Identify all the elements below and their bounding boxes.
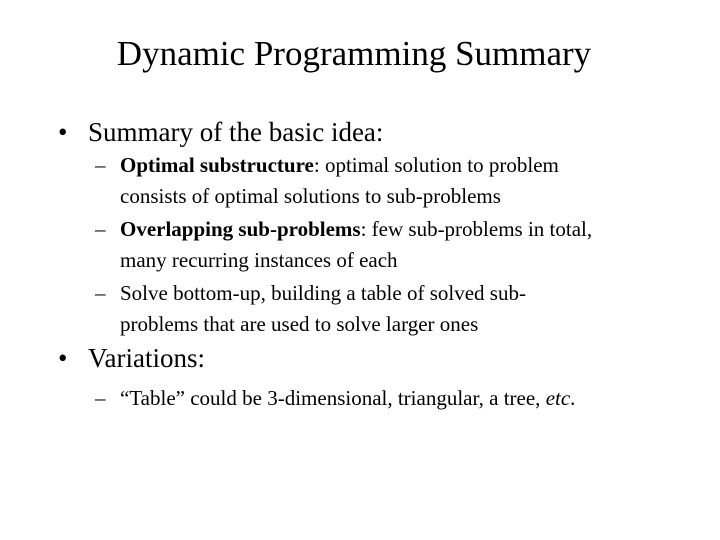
dash-mark: – <box>95 281 106 305</box>
sub-bullet-table-variations <box>95 383 695 414</box>
dash-mark: – <box>95 217 106 241</box>
bullet-text: Variations: <box>88 343 205 373</box>
dash-mark: – <box>95 153 106 177</box>
sub-bullet-overlapping-subproblems <box>95 214 695 276</box>
sub-bullet-line: Solve bottom-up, building a table of solved sub- <box>120 281 526 305</box>
sub-bullet-bottom-up <box>95 278 695 340</box>
sub-bullet-text: : few sub-problems in total, <box>360 217 593 241</box>
sub-bullet-text: “Table” could be 3-dimensional, triangular, a tree, <box>120 386 546 410</box>
sub-bullet-text: . <box>570 386 576 410</box>
slide-title: Dynamic Programming Summary <box>116 34 592 73</box>
sub-bullet-line <box>95 150 695 181</box>
sub-bullet-line <box>95 383 695 414</box>
bullet-text: Summary of the basic idea: <box>88 117 384 147</box>
sub-bullet-optimal-substructure <box>95 150 695 212</box>
sub-bullet-line: many recurring instances of each <box>120 248 398 272</box>
bullet-mark: • <box>58 117 68 147</box>
bullet-variations <box>58 342 698 374</box>
bullet-mark: • <box>58 343 68 373</box>
bold-term: Optimal substructure <box>120 153 314 177</box>
bold-term: Overlapping sub-problems <box>120 217 361 241</box>
sub-bullet-text: : optimal solution to problem <box>313 153 559 177</box>
italic-term: etc <box>545 386 571 410</box>
dash-mark: – <box>95 386 106 410</box>
sub-bullet-line: problems that are used to solve larger ones <box>120 312 479 336</box>
sub-bullet-line <box>95 214 695 245</box>
bullet-summary <box>58 116 698 148</box>
sub-bullet-line: consists of optimal solutions to sub-problems <box>120 184 501 208</box>
